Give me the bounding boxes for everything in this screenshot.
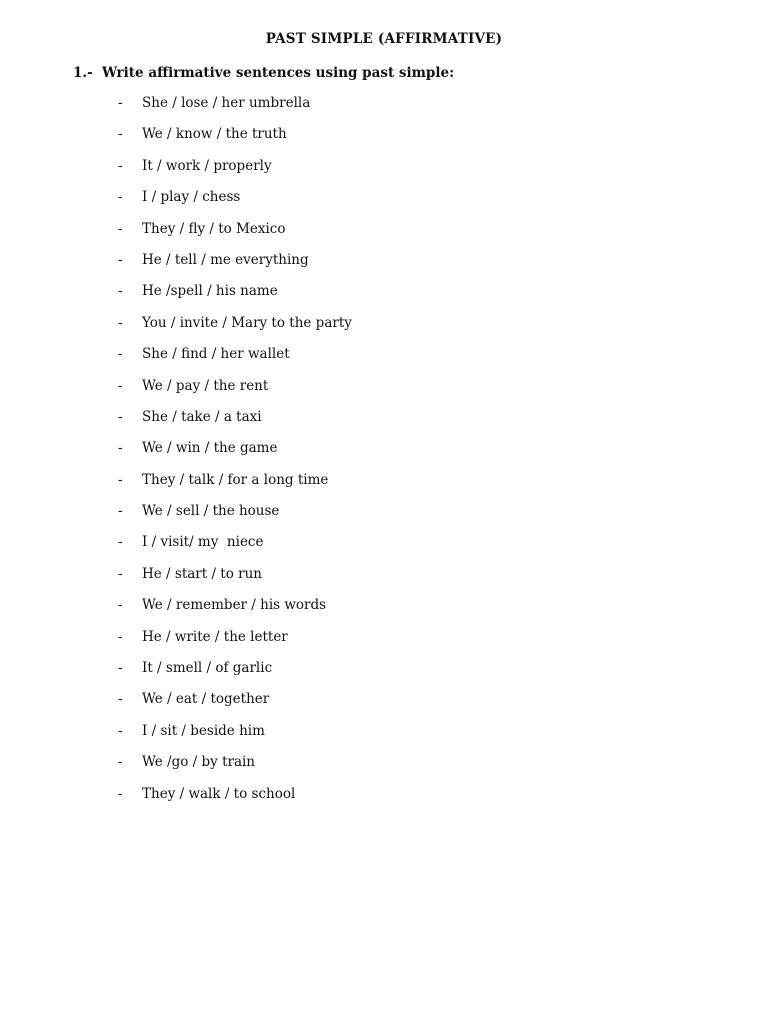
item-text: I / visit/ my niece [142, 534, 264, 551]
item-text: I / sit / beside him [142, 722, 265, 739]
item-bullet: - [118, 251, 123, 268]
item-text: They / walk / to school [142, 785, 296, 802]
item-bullet: - [118, 628, 123, 645]
item-bullet: - [118, 534, 123, 551]
item-text: We / know / the truth [142, 126, 287, 143]
item-text: We / remember / his words [142, 597, 327, 614]
item-text: We / win / the game [142, 440, 278, 457]
item-text: We /go / by train [142, 754, 256, 771]
item-bullet: - [118, 440, 123, 457]
item-text: She / lose / her umbrella [142, 95, 311, 111]
item-bullet: - [118, 754, 123, 771]
item-bullet: - [118, 565, 123, 582]
item-text: We / pay / the rent [142, 377, 269, 394]
item-text: We / eat / together [142, 691, 270, 708]
item-text: We / sell / the house [142, 503, 280, 520]
item-bullet: - [118, 314, 123, 331]
item-bullet: - [118, 95, 123, 111]
item-bullet: - [118, 691, 123, 708]
item-bullet: - [118, 189, 123, 206]
item-bullet: - [118, 597, 123, 614]
item-text: It / smell / of garlic [142, 660, 273, 677]
item-bullet: - [118, 220, 123, 237]
item-text: He / start / to run [142, 565, 262, 582]
item-text: She / find / her wallet [142, 346, 290, 363]
exercise-instruction-text: Write affirmative sentences using past simple: [102, 65, 455, 81]
exercise-number: 1.- [73, 65, 93, 81]
item-bullet: - [118, 785, 123, 802]
item-text: I / play / chess [142, 189, 241, 206]
item-text: They / talk / for a long time [142, 471, 329, 488]
item-bullet: - [118, 283, 123, 300]
item-text: You / invite / Mary to the party [142, 314, 352, 331]
item-text: It / work / properly [142, 157, 272, 174]
item-bullet: - [118, 157, 123, 174]
item-bullet: - [118, 660, 123, 677]
item-bullet: - [118, 126, 123, 143]
item-text: They / fly / to Mexico [142, 220, 286, 237]
item-text: She / take / a taxi [142, 408, 262, 425]
page-title: PAST SIMPLE (AFFIRMATIVE) [265, 31, 503, 47]
item-text: He /spell / his name [142, 283, 278, 300]
item-text: He / write / the letter [142, 628, 288, 645]
item-bullet: - [118, 471, 123, 488]
item-bullet: - [118, 408, 123, 425]
item-bullet: - [118, 722, 123, 739]
item-bullet: - [118, 377, 123, 394]
item-bullet: - [118, 346, 123, 363]
item-bullet: - [118, 503, 123, 520]
item-text: He / tell / me everything [142, 251, 309, 268]
exercise-instruction [73, 65, 454, 81]
